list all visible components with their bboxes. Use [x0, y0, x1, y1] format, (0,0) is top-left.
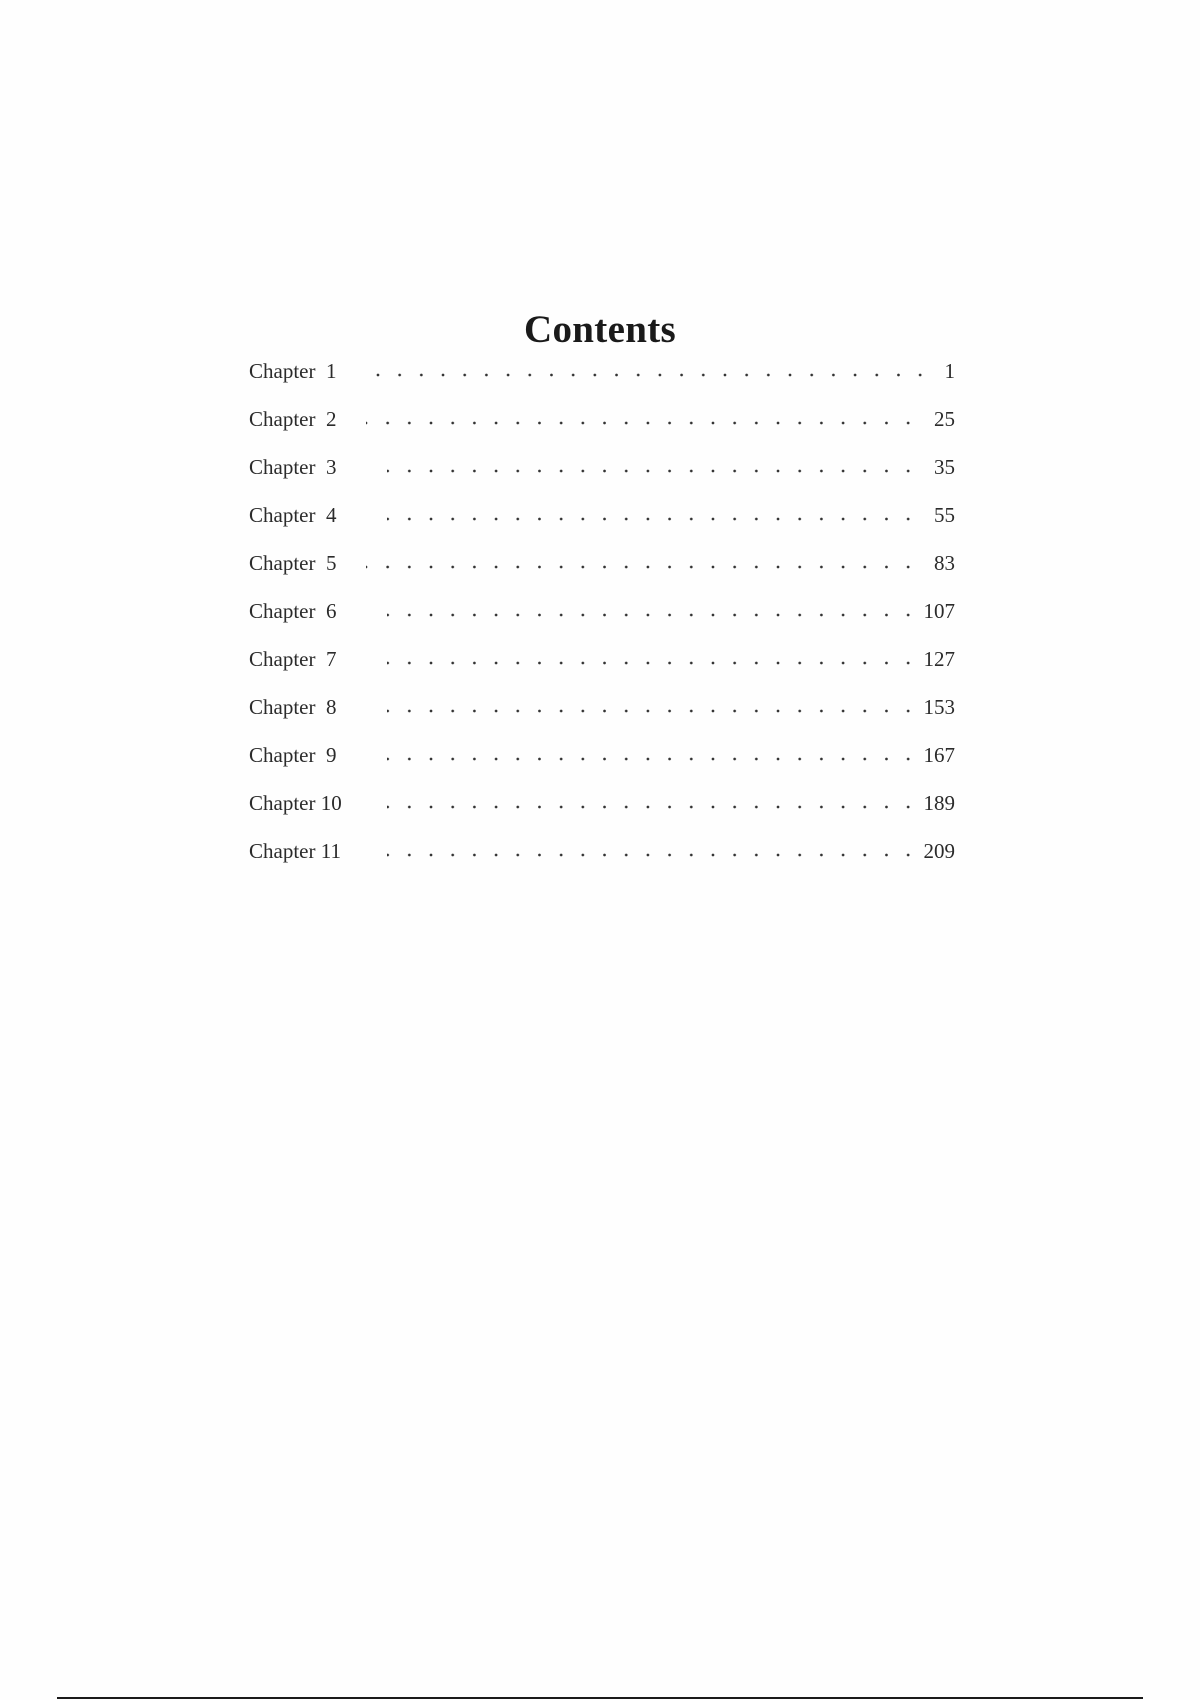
toc-entry[interactable] — [249, 355, 955, 403]
toc-entry-label: Chapter 2 — [249, 407, 337, 431]
toc-entry-label: Chapter 5 — [249, 551, 337, 575]
toc-entry[interactable] — [249, 547, 955, 595]
toc-entry-page: 55 — [934, 503, 955, 527]
page-title: Contents — [524, 308, 676, 352]
toc-entry[interactable] — [249, 403, 955, 451]
toc-dot-leader — [366, 420, 919, 426]
toc-entry-page: 167 — [923, 743, 955, 767]
toc-entry[interactable] — [249, 787, 955, 835]
toc-entry-page: 25 — [934, 407, 955, 431]
toc-entry-label: Chapter 6 — [249, 599, 337, 623]
toc-entry-label: Chapter 9 — [249, 743, 337, 767]
toc-entry-label: Chapter 8 — [249, 695, 337, 719]
toc-dot-leader — [387, 468, 919, 474]
toc-entry[interactable] — [249, 595, 955, 643]
toc-entry[interactable] — [249, 739, 955, 787]
toc-dot-leader — [366, 564, 919, 570]
toc-dot-leader — [366, 372, 931, 378]
toc-dot-leader — [387, 804, 919, 810]
toc-entry-page: 1 — [944, 359, 955, 383]
toc-entry-page: 107 — [923, 599, 955, 623]
toc-entry-label: Chapter 3 — [249, 455, 337, 479]
toc-entry[interactable] — [249, 835, 955, 883]
toc-entry[interactable] — [249, 691, 955, 739]
toc-entry-label: Chapter 4 — [249, 503, 337, 527]
toc-dot-leader — [387, 852, 919, 858]
toc-entry[interactable] — [249, 499, 955, 547]
table-of-contents — [249, 355, 955, 883]
toc-entry-page: 189 — [923, 791, 955, 815]
toc-entry-label: Chapter 7 — [249, 647, 337, 671]
toc-dot-leader — [387, 708, 919, 714]
toc-entry-page: 209 — [923, 839, 955, 863]
toc-dot-leader — [387, 756, 919, 762]
toc-entry-page: 83 — [934, 551, 955, 575]
toc-entry-label: Chapter 11 — [249, 839, 341, 863]
toc-entry-page: 35 — [934, 455, 955, 479]
toc-entry[interactable] — [249, 451, 955, 499]
footer-rule — [57, 1697, 1143, 1699]
toc-dot-leader — [387, 660, 919, 666]
toc-dot-leader — [387, 612, 919, 618]
toc-dot-leader — [387, 516, 919, 522]
toc-entry[interactable] — [249, 643, 955, 691]
toc-entry-page: 127 — [923, 647, 955, 671]
toc-entry-label: Chapter 1 — [249, 359, 337, 383]
toc-entry-label: Chapter 10 — [249, 791, 342, 815]
toc-entry-page: 153 — [923, 695, 955, 719]
